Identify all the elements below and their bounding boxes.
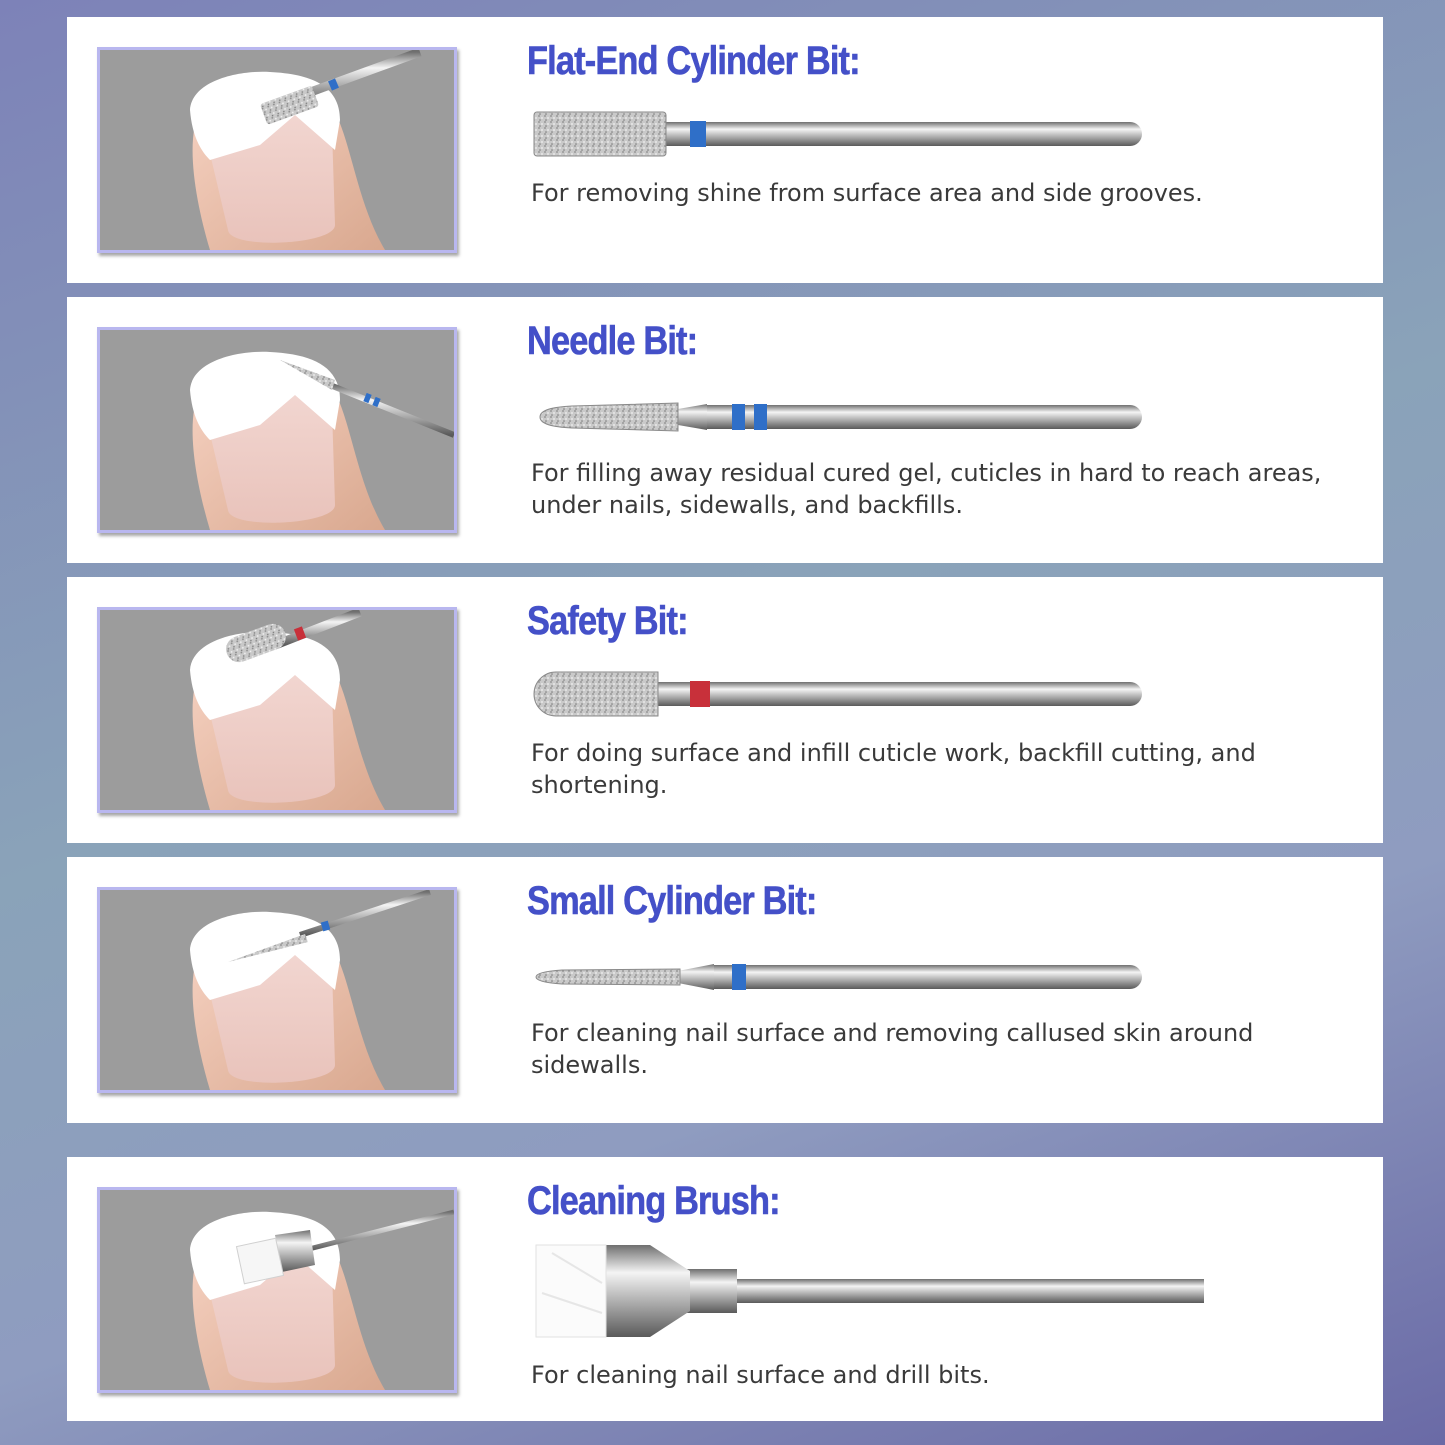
bit-description: For doing surface and infill cuticle work, backfill cutting, and shortening.: [531, 739, 1256, 799]
bit-card-needle: [67, 297, 1383, 563]
bit-description: For removing shine from surface area and side grooves.: [531, 179, 1203, 207]
bit-title: Safety Bit:: [527, 599, 688, 643]
bit-card-small-cylinder: [67, 857, 1383, 1123]
bit-card-flat-end-cylinder: [67, 17, 1383, 283]
bit-title: Flat-End Cylinder Bit:: [527, 39, 860, 83]
cleaning-brush-icon: [532, 1243, 1212, 1343]
nail-illustration: [97, 607, 457, 813]
bit-description: For cleaning nail surface and removing callused skin around sidewalls.: [531, 1019, 1254, 1079]
needle-bit-icon: [532, 392, 1142, 442]
bit-card-safety: [67, 577, 1383, 843]
nail-illustration: [97, 1187, 457, 1393]
bit-description: For cleaning nail surface and drill bits.: [531, 1361, 990, 1389]
bit-title: Cleaning Brush:: [527, 1179, 780, 1223]
nail-illustration: [97, 47, 457, 253]
bit-card-cleaning-brush: [67, 1157, 1383, 1421]
nail-illustration: [97, 887, 457, 1093]
small-cylinder-bit-icon: [532, 952, 1142, 1002]
nail-illustration: [97, 327, 457, 533]
bit-title: Small Cylinder Bit:: [527, 879, 817, 923]
bit-title: Needle Bit:: [527, 319, 698, 363]
bit-description: For filling away residual cured gel, cuticles in hard to reach areas, under nails, sidewalls, and backfills.: [531, 459, 1322, 519]
flat-end-cylinder-bit-icon: [532, 109, 1142, 159]
safety-bit-icon: [532, 669, 1142, 719]
